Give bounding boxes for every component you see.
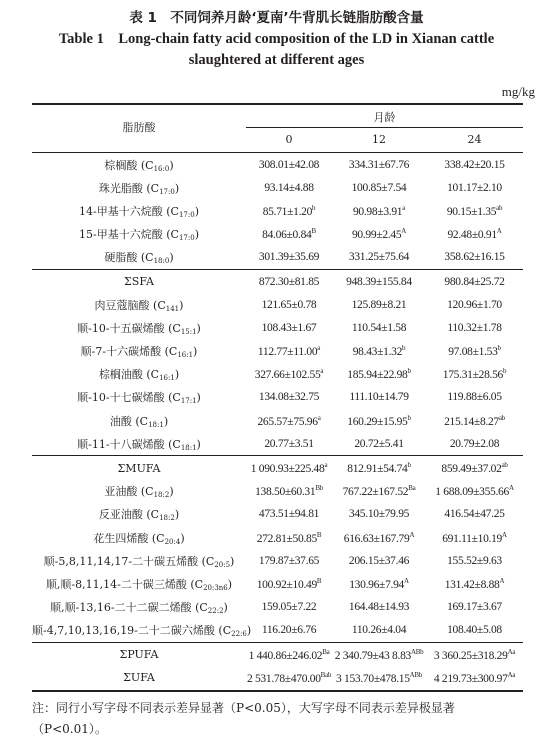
value-cell-age-24: 338.42±20.15 <box>444 158 505 171</box>
table-body <box>32 153 523 689</box>
header-sub-rule <box>246 127 523 128</box>
value-cell-age-24: 155.52±9.63 <box>447 554 502 567</box>
fatty-acid-name: 顺-10-十五碳烯酸 $(C_{15:1})$ <box>77 321 201 336</box>
value-cell-age-0: 20.77±3.51 <box>264 437 314 450</box>
value-cell-age-12: 185.94±22.98$^b$ <box>347 367 411 382</box>
value-cell-age-12: 331.25±75.64 <box>348 251 410 264</box>
fatty-acid-name: 珠光脂酸 $(C_{17:0})$ <box>98 181 180 196</box>
value-cell-age-12: $90.99\pm 2.45^A$ <box>351 227 407 242</box>
fatty-acid-name: 顺-5,8,11,14,17-二十碳五烯酸 $(C_{20:5})$ <box>43 554 235 569</box>
fatty-acid-name: 顺,顺-8,11,14-二十碳三烯酸 $(C_{20:3n6})$ <box>45 577 233 592</box>
value-cell-age-24: 358.62±16.15 <box>444 251 505 264</box>
value-cell-age-24: 120.96±1.70 <box>447 298 502 311</box>
fatty-acid-name: 14-甲基十六烷酸 $(C_{17:0})$ <box>79 204 199 219</box>
table-note: 注：同行小写字母不同表示差异显著（P<0.05），大写字母不同表示差异极显著（P<0.01）。 <box>32 701 455 736</box>
value-cell-age-24: 3 $360.25\pm 318.29^{Aa}$ <box>426 642 523 666</box>
significance-letter: Bab <box>320 670 332 679</box>
significance-letter: Aa <box>507 647 516 656</box>
carbon-notation: 18:2 <box>153 491 170 500</box>
value-cell-age-12: $616.63\pm 167.79^A$ <box>343 530 415 545</box>
significance-letter: B <box>316 576 322 585</box>
significance-letter: A <box>401 227 407 236</box>
fatty-acid-name: 顺,顺-13,16-二十二碳二烯酸 $(C_{22:2})$ <box>50 601 228 616</box>
value-cell-age-24: 90.15±1.35$^{ab}$ <box>446 203 503 218</box>
value-cell-age-12: 125.89±8.21 <box>351 298 407 311</box>
value-cell-age-0: 308.01±42.08 <box>258 158 320 171</box>
fatty-acid-table <box>32 153 523 689</box>
significance-letter: b <box>312 203 316 212</box>
header-fatty-acid: 脂肪酸 <box>122 121 156 134</box>
significance-letter: ABb <box>409 670 422 679</box>
fatty-acid-name: 顺-4,7,10,13,16,19-二十二碳六烯酸 $(C_{22:6})$ <box>32 624 252 639</box>
carbon-notation: 20:3n6 <box>203 583 228 592</box>
table-row <box>32 363 523 386</box>
value-cell-age-0: 2 $531.78\pm 470.00^{Bab}$ <box>246 670 332 685</box>
significance-letter: B <box>316 530 322 539</box>
table-row <box>32 316 523 339</box>
fatty-acid-name: 反亚油酸 $(C_{18:2})$ <box>98 508 180 523</box>
carbon-notation: 141 <box>165 304 180 313</box>
value-cell-age-24: 20.79±2.08 <box>449 437 500 450</box>
significance-letter: Ba <box>322 647 330 656</box>
table-row <box>32 456 523 480</box>
significance-letter: b <box>407 413 411 422</box>
table-row <box>32 199 523 222</box>
table-row <box>32 619 523 643</box>
value-cell-age-12: $767.22\pm 167.52^{Ba}$ <box>342 484 416 499</box>
significance-letter: Bb <box>315 484 323 493</box>
table-row <box>32 572 523 595</box>
table-row <box>32 293 523 316</box>
carbon-notation: 16:1 <box>159 374 175 383</box>
table-title-en: Table 1 Long-chain fatty acid composition of the LD in Xianan cattle slaughtered at different ages <box>58 31 495 68</box>
value-cell-age-0: 265.57±75.96$^a$ <box>257 413 321 428</box>
carbon-notation: 17:0 <box>178 234 195 243</box>
significance-letter: b <box>407 367 411 376</box>
header-age-group: 月龄 <box>373 111 396 124</box>
table-row <box>32 223 523 246</box>
value-cell-age-0: 121.65±0.78 <box>261 298 317 311</box>
value-cell-age-24: 416.54±47.25 <box>444 508 505 521</box>
significance-letter: a <box>317 344 321 353</box>
carbon-notation: 16:0 <box>153 164 170 173</box>
fatty-acid-name: ΣSFA <box>32 269 246 293</box>
significance-letter: ab <box>501 461 508 470</box>
value-cell-age-24: 169.17±3.67 <box>447 601 502 614</box>
value-cell-age-0: 85.71±1.20$^b$ <box>262 203 316 218</box>
significance-letter: ab <box>498 413 505 422</box>
value-cell-age-0: 116.20±6.76 <box>261 624 317 637</box>
significance-letter: ab <box>496 203 503 212</box>
value-cell-age-0: 473.51±94.81 <box>258 508 320 521</box>
header-age-0: 0 <box>285 133 293 146</box>
value-cell-age-24: 859.49±37.02$^{ab}$ <box>426 456 523 480</box>
fatty-acid-name: 顺-10-十七碳烯酸 $(C_{17:1})$ <box>77 391 201 406</box>
value-cell-age-12: 160.29±15.95$^b$ <box>347 413 411 428</box>
table-row <box>32 409 523 432</box>
significance-letter: b <box>402 344 406 353</box>
fatty-acid-name: ΣPUFA <box>32 642 246 666</box>
fatty-acid-name: 花生四烯酸 $(C_{20:4})$ <box>93 531 185 546</box>
value-cell-age-12: 110.26±4.04 <box>351 624 407 637</box>
value-cell-age-12: 206.15±37.46 <box>348 554 410 567</box>
value-cell-age-0: 327.66±102.55$^a$ <box>254 367 324 382</box>
carbon-notation: 16:1 <box>177 351 194 360</box>
value-cell-age-0: 301.39±35.69 <box>258 251 320 264</box>
significance-letter: a <box>402 203 406 212</box>
value-cell-age-0: $138.50\pm 60.31^{Bb}$ <box>255 484 323 499</box>
value-cell-age-0: 112.77±11.00$^a$ <box>257 344 321 359</box>
value-cell-age-12: 2 340.79±43 $8.83^{ABb}$ <box>332 642 426 666</box>
value-cell-age-0: 872.30±81.85 <box>246 269 332 293</box>
value-cell-age-12: 90.98±3.91$^a$ <box>352 203 406 218</box>
table-row <box>32 246 523 270</box>
carbon-notation: 18:2 <box>159 514 175 523</box>
value-cell-age-0: $100.92\pm 10.49^B$ <box>256 576 322 591</box>
table-row <box>32 386 523 409</box>
fatty-acid-name: 顺-11-十八碳烯酸 $(C_{18:1})$ <box>77 437 201 452</box>
table-title-cn: 表 1 不同饲养月龄‘夏南’牛背肌长链脂肪酸含量 <box>129 10 424 26</box>
value-cell-age-24: 97.08±1.53$^b$ <box>448 344 501 359</box>
value-cell-age-12: 812.91±54.74$^b$ <box>332 456 426 480</box>
significance-letter: a <box>320 367 324 376</box>
table-row <box>32 340 523 363</box>
carbon-notation: 17:0 <box>178 210 195 219</box>
value-cell-age-24: $131.42\pm 8.88^A$ <box>444 576 505 591</box>
fatty-acid-name: 棕榈酸 $(C_{16:0})$ <box>104 158 174 173</box>
significance-letter: b <box>503 367 507 376</box>
carbon-notation: 15:1 <box>180 327 197 336</box>
value-cell-age-24: $92.48\pm 0.91^A$ <box>447 227 502 242</box>
header-age-12: 12 <box>372 133 386 146</box>
fatty-acid-name: 顺-7-十六碳烯酸 $(C_{16:1})$ <box>80 345 198 360</box>
fatty-acid-name: 15-甲基十六烷酸 $(C_{17:0})$ <box>79 228 199 243</box>
carbon-notation: 18:1 <box>180 443 197 452</box>
value-cell-age-0: 134.08±32.75 <box>258 391 320 404</box>
significance-letter: a <box>317 413 321 422</box>
value-cell-age-12: $130.96\pm 7.94^A$ <box>349 576 409 591</box>
table-row <box>32 153 523 176</box>
value-cell-age-24: 110.32±1.78 <box>447 321 502 334</box>
value-cell-age-24: 4 $219.73\pm 300.97^{Aa}$ <box>433 670 516 685</box>
significance-letter: b <box>497 344 501 353</box>
value-cell-age-0: 108.43±1.67 <box>261 321 317 334</box>
value-cell-age-12: 164.48±14.93 <box>348 601 410 614</box>
unit-label: mg/kg <box>501 84 535 99</box>
value-cell-age-12: 334.31±67.76 <box>348 158 410 171</box>
fatty-acid-name: ΣMUFA <box>32 456 246 480</box>
carbon-notation: 18:1 <box>148 420 164 429</box>
value-cell-age-24: 980.84±25.72 <box>426 269 523 293</box>
carbon-notation: 20:4 <box>164 537 181 546</box>
fatty-acid-name: ΣUFA <box>123 671 155 685</box>
significance-letter: A <box>409 530 415 539</box>
header-age-24: 24 <box>467 133 482 146</box>
significance-letter: b <box>407 461 411 470</box>
significance-letter: A <box>502 530 507 539</box>
carbon-notation: 18:0 <box>153 257 170 266</box>
top-rule <box>32 103 523 105</box>
significance-letter: Aa <box>507 670 516 679</box>
table-row <box>32 480 523 503</box>
carbon-notation: 22:6 <box>231 630 247 639</box>
value-cell-age-12: 111.10±14.79 <box>349 391 409 404</box>
fatty-acid-name: 肉豆蔻脑酸 $(C_{141})$ <box>94 298 184 313</box>
value-cell-age-12: 98.43±1.32$^b$ <box>352 344 406 359</box>
significance-letter: A <box>496 227 502 236</box>
table-row <box>32 666 523 689</box>
value-cell-age-24: 108.40±5.08 <box>447 624 502 637</box>
table-row <box>32 176 523 199</box>
significance-letter: A <box>508 484 514 493</box>
value-cell-age-12: 345.10±79.95 <box>348 508 410 521</box>
carbon-notation: 17:0 <box>159 187 175 196</box>
value-cell-age-24: 101.17±2.10 <box>447 181 502 194</box>
significance-letter: ABb <box>410 647 424 656</box>
significance-letter: A <box>499 576 505 585</box>
value-cell-age-24: 215.14±8.27$^{ab}$ <box>444 413 505 428</box>
fatty-acid-name: 亚油酸 $(C_{18:2})$ <box>104 485 174 500</box>
value-cell-age-24: 119.88±6.05 <box>447 391 502 404</box>
significance-letter: a <box>324 461 328 470</box>
value-cell-age-12: 110.54±1.58 <box>351 321 407 334</box>
value-cell-age-24: 1 $688.09\pm 355.66^A$ <box>435 484 514 499</box>
table-row <box>32 503 523 526</box>
table-row <box>32 596 523 619</box>
value-cell-age-12: 100.85±7.54 <box>351 181 407 194</box>
significance-letter: A <box>404 576 409 585</box>
value-cell-age-0: 179.87±37.65 <box>258 554 320 567</box>
table-row <box>32 269 523 293</box>
value-cell-age-12: 3 $153.70\pm 478.15^{ABb}$ <box>335 670 422 685</box>
table-row <box>32 549 523 572</box>
value-cell-age-0: 93.14±4.88 <box>264 181 314 194</box>
carbon-notation: 17:1 <box>180 397 197 406</box>
value-cell-age-24: 175.31±28.56$^b$ <box>442 367 507 382</box>
fatty-acid-name: 油酸 $(C_{18:1})$ <box>109 414 169 429</box>
table-row <box>32 432 523 456</box>
value-cell-age-0: 1 $440.86\pm 246.02^{Ba}$ <box>246 642 332 666</box>
value-cell-age-0: $84.06\pm 0.84^B$ <box>262 227 316 242</box>
fatty-acid-name: 硬脂酸 $(C_{18:0})$ <box>104 251 174 266</box>
carbon-notation: 22:2 <box>207 607 224 616</box>
carbon-notation: 20:5 <box>214 560 231 569</box>
table-row <box>32 526 523 549</box>
value-cell-age-0: $272.81\pm 50.85^B$ <box>256 530 322 545</box>
significance-letter: Ba <box>408 484 416 493</box>
fatty-acid-name: 棕榈油酸 $(C_{16:1})$ <box>98 368 180 383</box>
table-row <box>32 642 523 666</box>
value-cell-age-24: $691.11\pm 10.19^A$ <box>442 530 507 545</box>
significance-letter: B <box>311 227 316 236</box>
value-cell-age-12: 948.39±155.84 <box>332 269 426 293</box>
value-cell-age-0: 1 090.93±225.48$^a$ <box>246 456 332 480</box>
value-cell-age-12: 20.72±5.41 <box>354 437 404 450</box>
value-cell-age-0: 159.05±7.22 <box>261 601 317 614</box>
bottom-rule <box>32 690 523 692</box>
